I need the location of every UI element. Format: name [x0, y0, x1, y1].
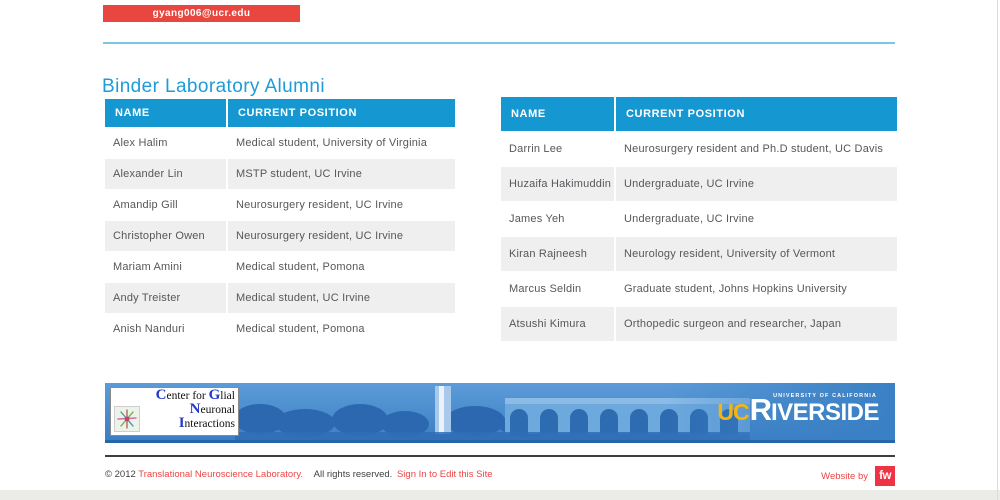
alumni-position: Undergraduate, UC Irvine	[624, 213, 755, 225]
ucr-wordmark	[717, 392, 879, 428]
alumni-position: Medical student, Pomona	[236, 261, 365, 273]
alumni-name: Christopher Owen	[105, 221, 226, 251]
alumni-position: Graduate student, Johns Hopkins University	[624, 283, 848, 295]
email-label: gyang006@ucr.edu	[152, 8, 251, 19]
column-header-position: CURRENT POSITION	[228, 99, 455, 127]
copyright-text: © 2012	[105, 469, 136, 480]
table-row	[501, 307, 897, 341]
footer-copyright	[105, 469, 493, 480]
alumni-position: Undergraduate, UC Irvine	[616, 167, 897, 201]
alumni-position: MSTP student, UC Irvine	[228, 159, 455, 189]
column-header-name: NAME	[105, 99, 226, 127]
alumni-position: Medical student, University of Virginia	[236, 137, 428, 149]
alumni-name: Andy Treister	[105, 283, 226, 313]
table-row	[105, 128, 455, 158]
alumni-name: Marcus Seldin	[509, 283, 582, 295]
alumni-name: Anish Nanduri	[113, 323, 185, 335]
page-title: Binder Laboratory Alumni	[102, 75, 325, 97]
ucr-uc-text: UC	[717, 399, 749, 425]
alumni-position: Neurosurgery resident, UC Irvine	[236, 199, 404, 211]
column-header-position: CURRENT POSITION	[616, 97, 897, 131]
email-nav-button[interactable]	[103, 5, 300, 22]
alumni-name: Amandip Gill	[113, 199, 178, 211]
alumni-position: Medical student, UC Irvine	[228, 283, 455, 313]
alumni-name: Alexander Lin	[105, 159, 226, 189]
sign-in-link[interactable]: Sign In to Edit this Site	[396, 469, 493, 480]
alumni-position: Medical student, Pomona	[236, 323, 365, 335]
bottom-strip	[0, 490, 1000, 500]
website-by-link[interactable]: Website by	[821, 471, 868, 482]
alumni-name: Mariam Amini	[113, 261, 183, 273]
alumni-name: Darrin Lee	[509, 143, 563, 155]
lab-link[interactable]: Translational Neuroscience Laboratory.	[138, 469, 304, 480]
alumni-name: Alex Halim	[113, 137, 168, 149]
table-row	[501, 202, 897, 236]
table-row	[105, 314, 455, 344]
table-row	[105, 283, 455, 313]
cgni-line-3: Interactions	[178, 415, 235, 431]
ucr-iverside-text: IVERSIDE	[770, 399, 879, 426]
table-header-row	[501, 97, 897, 131]
ucr-logo	[719, 392, 879, 432]
footer-divider	[105, 455, 895, 457]
ucr-r-text: R	[749, 392, 771, 427]
table-row	[501, 237, 897, 271]
table-row	[105, 252, 455, 282]
fw-logo[interactable]: fw	[875, 466, 895, 486]
table-row	[105, 221, 455, 251]
table-row	[501, 272, 897, 306]
alumni-name: James Yeh	[509, 213, 565, 225]
table-header-row	[105, 99, 455, 127]
alumni-name: Atsushi Kimura	[501, 307, 614, 341]
alumni-position: Neurosurgery resident, UC Irvine	[228, 221, 455, 251]
alumni-name: Huzaifa Hakimuddin	[501, 167, 614, 201]
alumni-table-left	[105, 99, 455, 344]
table-row	[105, 190, 455, 220]
campus-banner	[105, 383, 895, 443]
table-row	[501, 132, 897, 166]
rights-text: All rights reserved.	[313, 469, 393, 480]
alumni-position: Orthopedic surgeon and researcher, Japan	[616, 307, 897, 341]
cgni-line-1: Center for Glial	[155, 387, 235, 403]
top-divider	[103, 42, 895, 44]
cgni-line-2: Neuronal	[189, 401, 235, 417]
neuron-icon	[114, 406, 140, 432]
table-row	[501, 167, 897, 201]
alumni-position: Neurology resident, University of Vermont	[616, 237, 897, 271]
cgni-logo	[110, 387, 239, 436]
alumni-position: Neurosurgery resident and Ph.D student, UC Davis	[624, 143, 884, 155]
column-header-name: NAME	[501, 97, 614, 131]
ucr-tagline: UNIVERSITY OF CALIFORNIA	[773, 393, 877, 399]
alumni-table-right	[501, 97, 897, 341]
alumni-name: Kiran Rajneesh	[501, 237, 614, 271]
right-edge-line	[997, 0, 998, 500]
table-row	[105, 159, 455, 189]
